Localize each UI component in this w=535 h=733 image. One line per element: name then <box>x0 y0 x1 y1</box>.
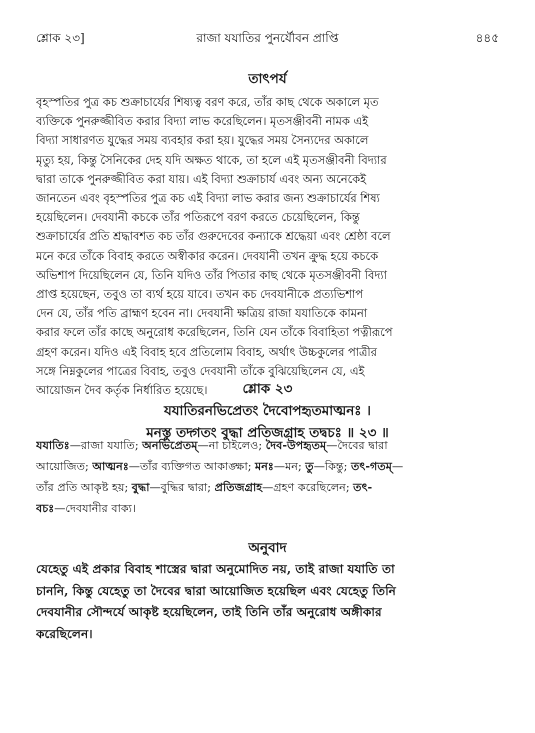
synonym-meaning: আয়োজিত; <box>36 460 93 473</box>
purport-heading: তাৎপর্য <box>248 71 287 87</box>
purport-line: মৃত্যু হয়, কিন্তু সৈনিকের দেহ যদি অক্ষত থাকে, তা হলে এই মৃতসঞ্জীবনী বিদ্যার <box>36 152 387 167</box>
purport-line: ব্যক্তিকে পুনরুজ্জীবিত করার বিদ্যা লাভ করেছিলেন। মৃতসঞ্জীবনী নামক এই <box>36 114 369 129</box>
purport-paragraph <box>36 93 499 400</box>
synonym-meaning: —মন; <box>273 460 306 473</box>
synonym-word: বুদ্ধা <box>131 480 150 494</box>
synonym-meaning: — <box>391 460 404 473</box>
synonym-word: যযাতিঃ <box>36 438 70 452</box>
translation-line: করেছিলেন। <box>36 626 93 641</box>
header-chapter-title: রাজা যযাতির পুনর্যৌবন প্রাপ্তি <box>196 31 339 45</box>
purport-line: দেন যে, তাঁর পতি ব্রাহ্মণ হবেন না। দেবযানী ক্ষত্রিয় রাজা যযাতিকে কামনা <box>36 306 368 321</box>
running-header <box>36 30 499 48</box>
synonym-word: তৎ- <box>353 480 373 494</box>
synonyms-line <box>36 477 499 498</box>
purport-line: করার ফলে তাঁর কাছে অনুরোধ করেছিলেন, তিনি যেন তাঁকে বিবাহিতা পত্নীরূপে <box>36 325 393 340</box>
translation-line: চাননি, কিন্তু যেহেতু তা দৈবের দ্বারা আয়োজিত হয়েছিল এবং যেহেতু তিনি <box>36 583 396 598</box>
purport-line: হয়েছিলেন। দেবযানী কচকে তাঁর পতিরূপে বরণ করতে চেয়েছিলেন, কিন্তু <box>36 210 360 225</box>
purport-line: বৃহস্পতির পুত্র কচ শুক্রাচার্যের শিষ্যত্ব বরণ করে, তাঁর কাছ থেকে অকালে মৃত <box>36 95 379 109</box>
synonym-meaning: —না চাইলেও; <box>197 439 266 452</box>
purport-line: দ্বারা তাকে পুনরুজ্জীবিত করা যায়। এই বিদ্যা শুক্রাচার্য এবং অন্য অনেকেই <box>36 171 367 186</box>
translation-line: দেবযানীর সৌন্দর্যে আকৃষ্ট হয়েছিলেন, তাই তিনি তাঁর অনুরোধ অঙ্গীকার <box>36 605 382 619</box>
verse-line-1: যযাতিরনভিপ্রেতং দৈবোপহৃতমাত্মনঃ । <box>163 403 371 419</box>
translation-line: যেহেতু এই প্রকার বিবাহ শাস্ত্রের দ্বারা অনুমোদিত নয়, তাই রাজা যযাতি তা <box>36 562 395 576</box>
synonym-meaning: তাঁর প্রতি আকৃষ্ট হয়; <box>36 481 132 494</box>
verse-heading: শ্লোক ২৩ <box>242 381 293 397</box>
synonym-meaning: —দৈবের দ্বারা <box>326 439 388 452</box>
synonym-meaning: —রাজা যযাতি; <box>69 439 143 452</box>
purport-line: প্রাপ্ত হয়েছেন, তবুও তা ব্যর্থ হয়ে যাবে। তখন কচ দেবযানীকে প্রত্যভিশাপ <box>36 287 364 302</box>
synonym-meaning: —কিন্তু; <box>313 460 351 473</box>
synonyms-paragraph <box>36 435 499 519</box>
synonym-meaning: —তাঁর ব্যক্তিগত আকাঙ্ক্ষা; <box>128 460 256 473</box>
purport-line: জানতেন এবং বৃহস্পতির পুত্র কচ এই বিদ্যা লাভ করার জন্য শুক্রাচার্যের শিষ্য <box>36 191 380 206</box>
synonym-word: মনঃ <box>255 459 274 473</box>
synonyms-line <box>36 435 499 456</box>
translation-paragraph <box>36 559 499 645</box>
synonym-word: তু <box>305 459 314 473</box>
header-verse-ref: শ্লোক ২৩] <box>36 31 85 45</box>
synonym-word: আত্মনঃ <box>92 459 129 473</box>
translation-heading: অনুবাদ <box>248 540 287 556</box>
synonym-word: অনভিপ্রেতম্ <box>142 438 198 452</box>
purport-line: আয়োজন দৈব কর্তৃক নির্ধারিত হয়েছে। <box>36 383 208 398</box>
purport-line: সঙ্গে নিম্নকুলের পাত্রের বিবাহ, তবুও দেবযানী তাঁকে বুঝিয়েছিলেন যে, এই <box>36 363 365 378</box>
purport-line: শুক্রাচার্যের প্রতি শ্রদ্ধাবশত কচ তাঁর গুরুদেবের কন্যাকে শ্রদ্ধেয়া এবং শ্রেষ্ঠা বলে <box>36 229 391 244</box>
synonym-word: তৎ-গতম্ <box>350 459 392 473</box>
synonyms-line <box>36 498 499 519</box>
synonyms-line <box>36 456 499 477</box>
synonym-meaning: —বুদ্ধির দ্বারা; <box>149 481 215 494</box>
synonym-word: দৈব-উপহৃতম্ <box>265 438 327 452</box>
verse-line-2: মনস্তু তদ্গতং বুদ্ধা প্রতিজগ্রাহ তদ্বচঃ ॥ ২৩ ॥ <box>146 425 389 441</box>
synonym-meaning: —দেবযানীর বাক্য। <box>54 502 136 515</box>
page-number: ৪৪৫ <box>475 31 499 45</box>
purport-line: বিদ্যা সাধারণত যুদ্ধের সময় ব্যবহার করা হয়। যুদ্ধের সময় সৈন্যদের অকালে <box>36 133 369 148</box>
purport-line: অভিশাপ দিয়েছিলেন যে, তিনি যদিও তাঁর পিতার কাছ থেকে মৃতসঞ্জীবনী বিদ্যা <box>36 267 387 282</box>
synonym-word: প্রতিজগ্রাহ <box>214 480 263 494</box>
purport-line: মনে করে তাঁকে বিবাহ করতে অস্বীকার করেন। দেবযানী তখন ক্রুদ্ধ হয়ে কচকে <box>36 248 379 263</box>
synonym-meaning: —গ্রহণ করেছিলেন; <box>262 481 354 494</box>
synonym-word: বচঃ <box>36 501 55 515</box>
purport-line: গ্রহণ করেন। যদিও এই বিবাহ হবে প্রতিলোম বিবাহ, অর্থাৎ উচ্চকুলের পাত্রীর <box>36 344 377 359</box>
